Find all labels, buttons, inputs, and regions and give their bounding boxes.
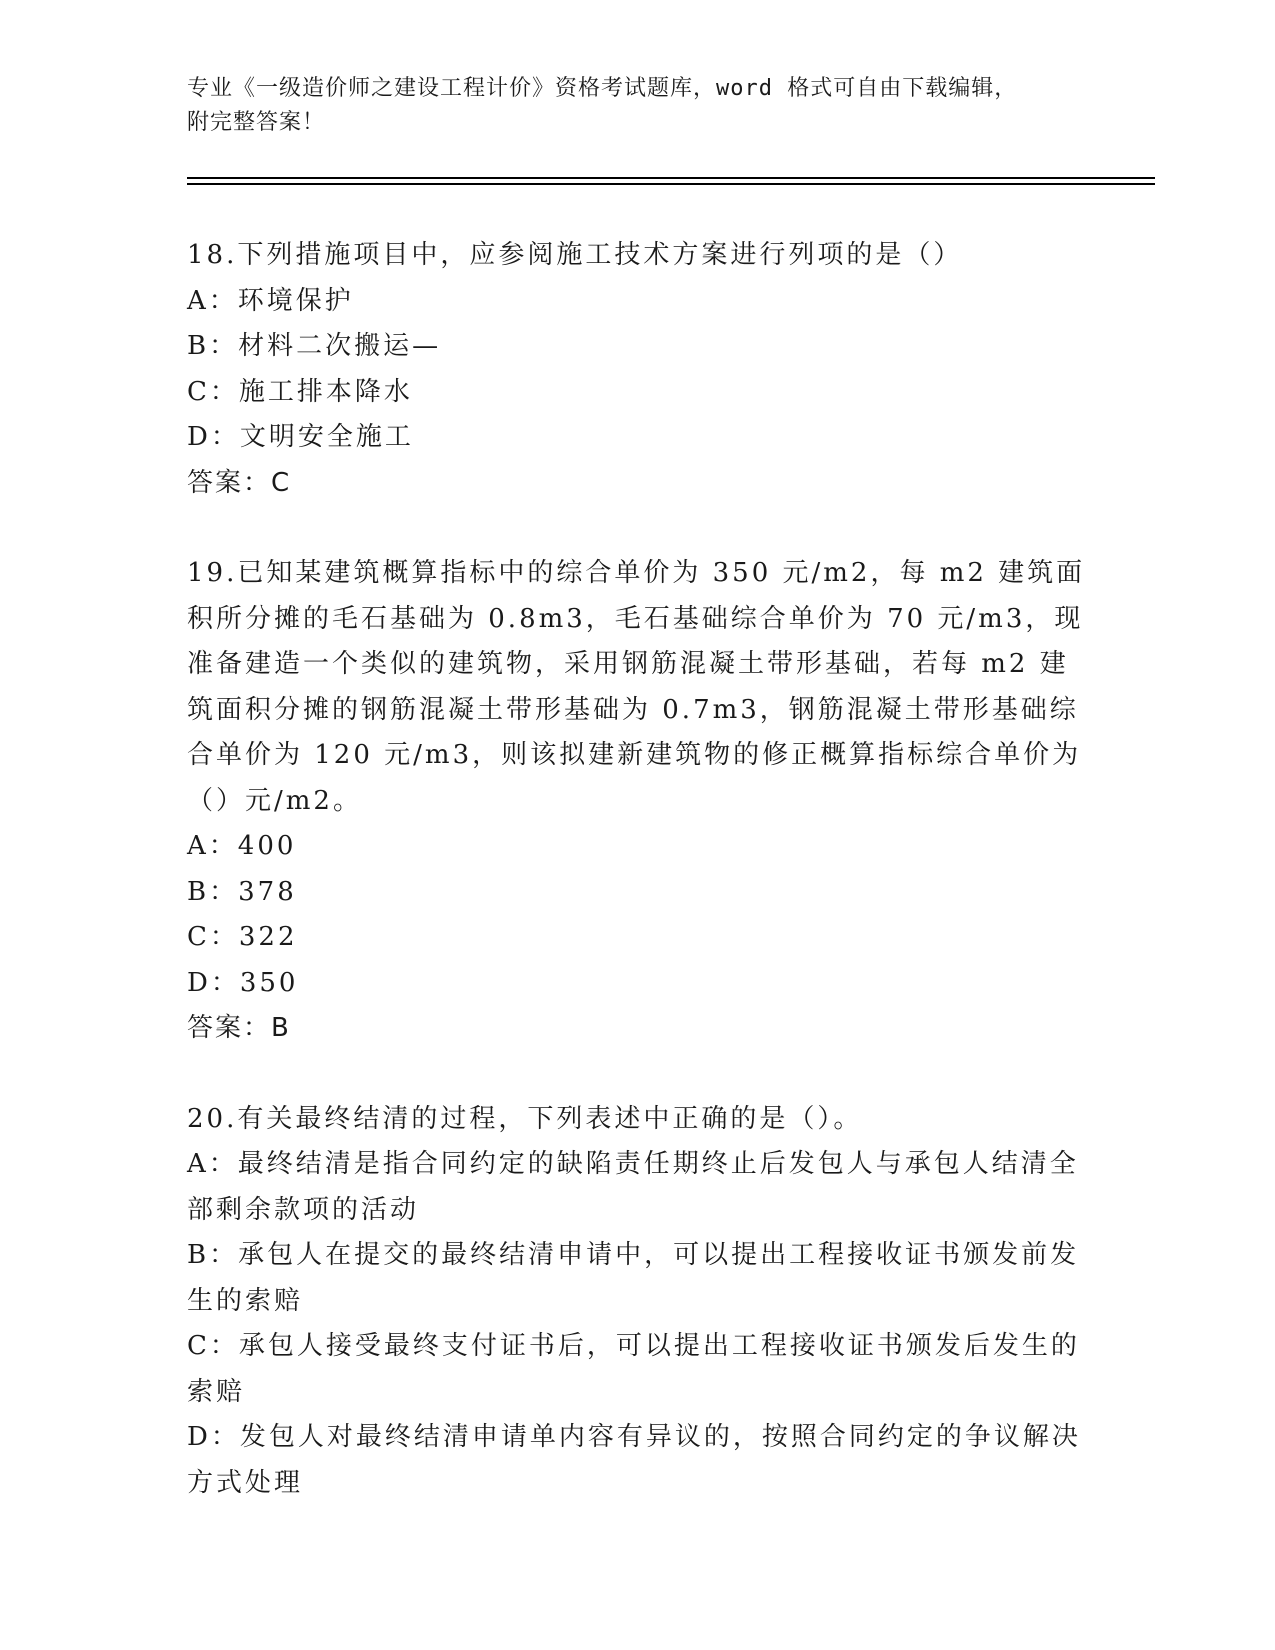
option-c: C：322 xyxy=(187,922,298,952)
option-d: D：350 xyxy=(187,967,299,998)
answer: 答案：B xyxy=(187,1013,291,1043)
option-c: C：施工排本降水 xyxy=(187,376,413,407)
answer: 答案：C xyxy=(187,467,292,498)
question-19 xyxy=(187,551,1087,1052)
option-a: A：环境保护 xyxy=(187,285,354,316)
option-b: B：承包人在提交的最终结清申请中，可以提出工程接收证书颁发前发生的索赔 xyxy=(187,1240,1080,1316)
option-c: C：承包人接受最终支付证书后，可以提出工程接收证书颁发后发生的索赔 xyxy=(187,1331,1080,1407)
question-18 xyxy=(187,233,1087,506)
option-a: A：400 xyxy=(187,831,297,861)
option-a: A：最终结清是指合同约定的缺陷责任期终止后发包人与承包人结清全部剩余款项的活动 xyxy=(187,1149,1079,1225)
question-stem: 18.下列措施项目中，应参阅施工技术方案进行列项的是（） xyxy=(187,240,963,270)
question-stem: 20.有关最终结清的过程，下列表述中正确的是（）。 xyxy=(187,1103,863,1134)
header-divider-top xyxy=(187,177,1155,179)
option-d: D：发包人对最终结清申请单内容有异议的，按照合同约定的争议解决方式处理 xyxy=(187,1422,1081,1498)
question-list xyxy=(187,233,1087,1506)
option-b: B：材料二次搬运— xyxy=(187,331,442,361)
question-20 xyxy=(187,1097,1087,1507)
option-d: D：文明安全施工 xyxy=(187,422,414,452)
document-header xyxy=(187,72,1067,140)
header-divider-bottom xyxy=(187,183,1155,185)
question-stem: 19.已知某建筑概算指标中的综合单价为 350 元/m2，每 m2 建筑面积所分摊的毛石基础为 0.8m3，毛石基础综合单价为 70 元/m3，现准备建造一个类似的建筑物，采用钢筋混凝土带形基础，若每 m2 建筑面积分摊的钢筋混凝土带形基础为 0.7m3，钢筋混凝土带形基础综合单价为 120 元/m3，则该拟建新建筑物的修正概算指标综合单价为（）元/m2。 xyxy=(187,558,1086,816)
header-line-1: 专业《一级造价师之建设工程计价》资格考试题库，word 格式可自由下载编辑， xyxy=(187,76,1018,101)
option-b: B：378 xyxy=(187,876,297,907)
header-line-2: 附完整答案！ xyxy=(187,110,326,135)
